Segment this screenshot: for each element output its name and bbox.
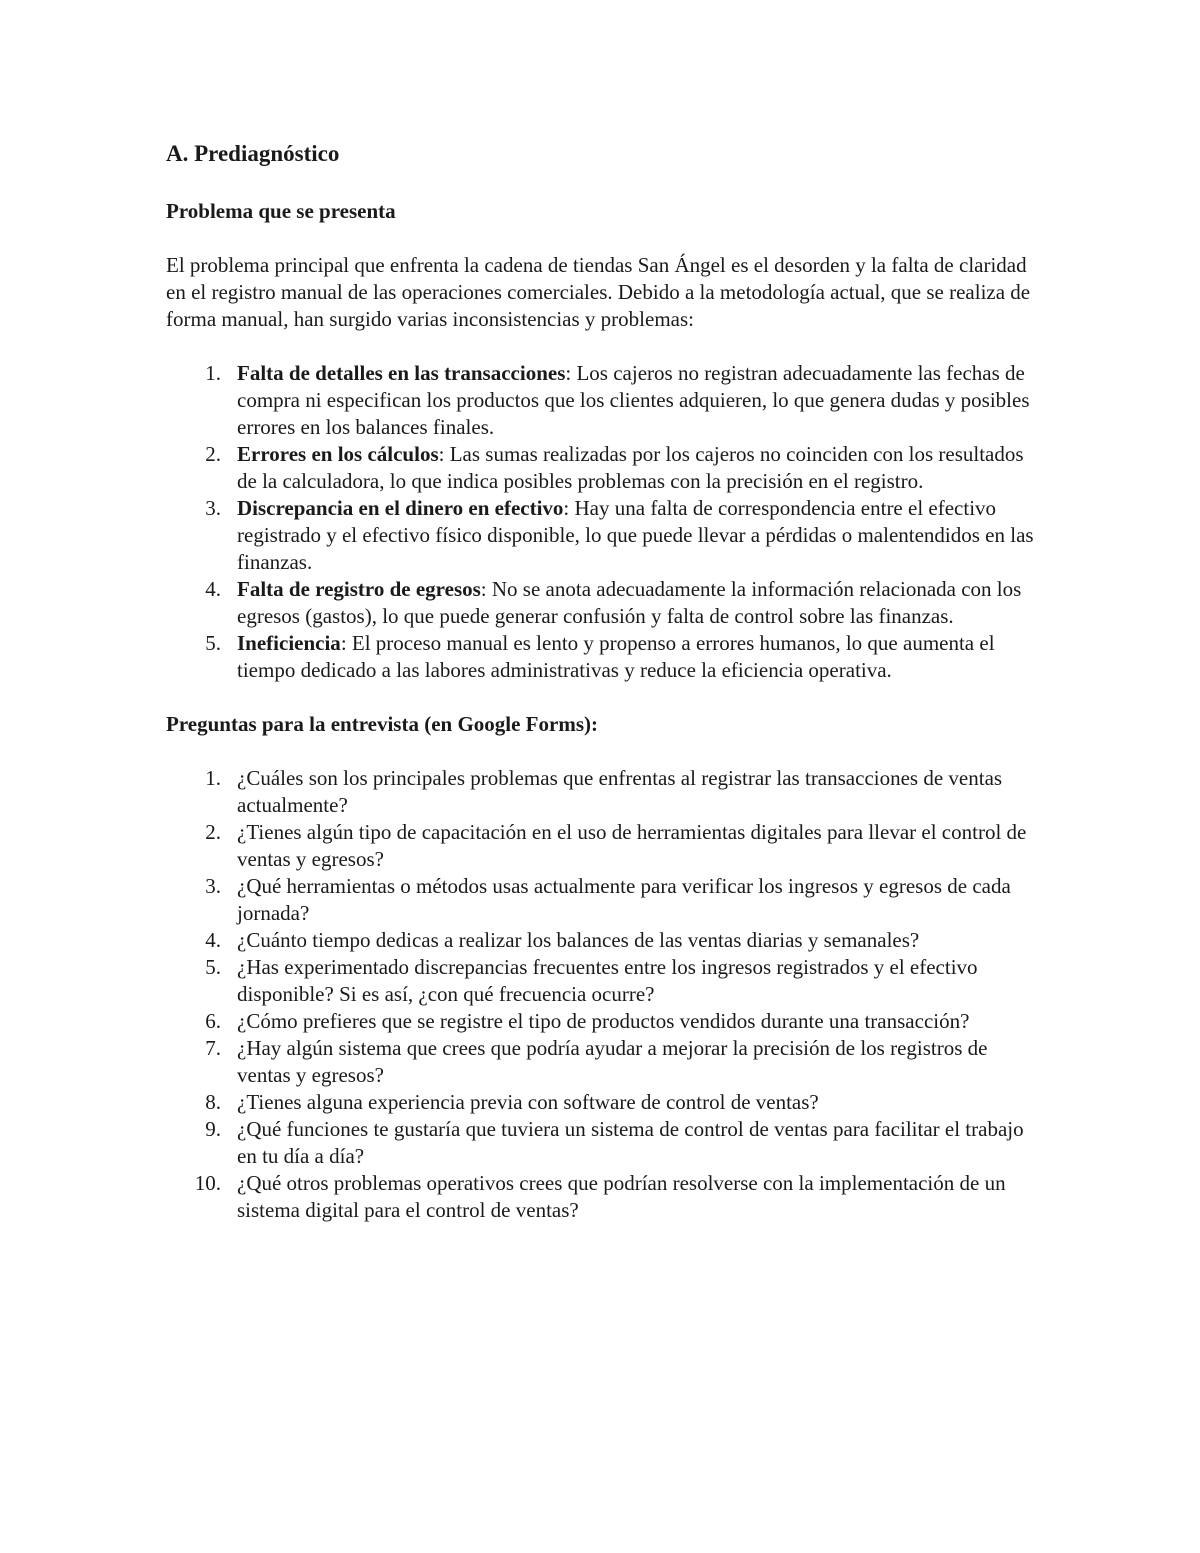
list-item (166, 630, 1046, 684)
section-title: A. Prediagnóstico (166, 141, 340, 166)
list-item (166, 927, 1046, 954)
list-item (166, 873, 1046, 927)
list-number: 4. (205, 577, 221, 601)
problem-text: : Hay una falta de correspondencia entre el efectivo registrado y el efectivo físico disponible, lo que puede llevar a pérdidas o malentendidos en las finanzas. (237, 496, 1034, 574)
questions-heading: Preguntas para la entrevista (en Google Forms): (166, 712, 598, 736)
problem-term: Ineficiencia (237, 631, 341, 655)
list-number: 2. (205, 442, 221, 466)
list-number: 10. (194, 1171, 221, 1195)
list-item (166, 1035, 1046, 1089)
problem-text: : Los cajeros no registran adecuadamente las fechas de compra ni especifican los productos que los clientes adquieren, lo que genera dudas y posibles errores en los balances finales. (237, 361, 1030, 439)
problem-text: : Las sumas realizadas por los cajeros no coinciden con los resultados de la calculadora, lo que indica posibles problemas con la precisión en el registro. (237, 442, 1024, 493)
list-item (166, 1008, 1046, 1035)
question-text: ¿Cuánto tiempo dedicas a realizar los balances de las ventas diarias y semanales? (237, 928, 920, 952)
list-number: 8. (205, 1090, 221, 1114)
list-number: 6. (205, 1009, 221, 1033)
list-item (166, 819, 1046, 873)
list-item (166, 1116, 1046, 1170)
problem-term: Falta de registro de egresos (237, 577, 481, 601)
list-item (166, 1089, 1046, 1116)
question-text: ¿Cuáles son los principales problemas que enfrentas al registrar las transacciones de ventas actualmente? (237, 766, 1003, 817)
intro-paragraph: El problema principal que enfrenta la cadena de tiendas San Ángel es el desorden y la falta de claridad en el registro manual de las operaciones comerciales. Debido a la metodología actual, que se realiza de forma manual, han surgido varias inconsistencias y problemas: (166, 253, 1031, 331)
problem-term: Discrepancia en el dinero en efectivo (237, 496, 564, 520)
list-item (166, 765, 1046, 819)
question-text: ¿Tienes algún tipo de capacitación en el uso de herramientas digitales para llevar el control de ventas y egresos? (237, 820, 1027, 871)
list-number: 5. (205, 631, 221, 655)
list-number: 1. (205, 361, 221, 385)
question-text: ¿Tienes alguna experiencia previa con software de control de ventas? (237, 1090, 819, 1114)
problem-text: : El proceso manual es lento y propenso a errores humanos, lo que aumenta el tiempo dedicado a las labores administrativas y reduce la eficiencia operativa. (237, 631, 995, 682)
problem-heading: Problema que se presenta (166, 199, 396, 223)
problems-list (166, 360, 1046, 684)
list-item (166, 1170, 1046, 1224)
problem-term: Falta de detalles en las transacciones (237, 361, 566, 385)
question-text: ¿Hay algún sistema que crees que podría ayudar a mejorar la precisión de los registros de ventas y egresos? (237, 1036, 988, 1087)
document-page (166, 138, 1046, 1251)
questions-list (166, 765, 1046, 1224)
list-number: 1. (205, 766, 221, 790)
problem-text: : No se anota adecuadamente la información relacionada con los egresos (gastos), lo que puede generar confusión y falta de control sobre las finanzas. (237, 577, 1022, 628)
list-number: 9. (205, 1117, 221, 1141)
list-number: 4. (205, 928, 221, 952)
list-number: 5. (205, 955, 221, 979)
list-item (166, 360, 1046, 441)
list-item (166, 954, 1046, 1008)
question-text: ¿Qué otros problemas operativos crees que podrían resolverse con la implementación de un sistema digital para el control de ventas? (237, 1171, 1006, 1222)
question-text: ¿Qué herramientas o métodos usas actualmente para verificar los ingresos y egresos de cada jornada? (237, 874, 1011, 925)
list-number: 3. (205, 496, 221, 520)
list-number: 3. (205, 874, 221, 898)
problem-term: Errores en los cálculos (237, 442, 439, 466)
list-item (166, 576, 1046, 630)
list-number: 7. (205, 1036, 221, 1060)
question-text: ¿Qué funciones te gustaría que tuviera un sistema de control de ventas para facilitar el trabajo en tu día a día? (237, 1117, 1024, 1168)
question-text: ¿Has experimentado discrepancias frecuentes entre los ingresos registrados y el efectivo disponible? Si es así, ¿con qué frecuencia ocurre? (237, 955, 978, 1006)
list-item (166, 441, 1046, 495)
list-item (166, 495, 1046, 576)
list-number: 2. (205, 820, 221, 844)
question-text: ¿Cómo prefieres que se registre el tipo de productos vendidos durante una transacción? (237, 1009, 970, 1033)
